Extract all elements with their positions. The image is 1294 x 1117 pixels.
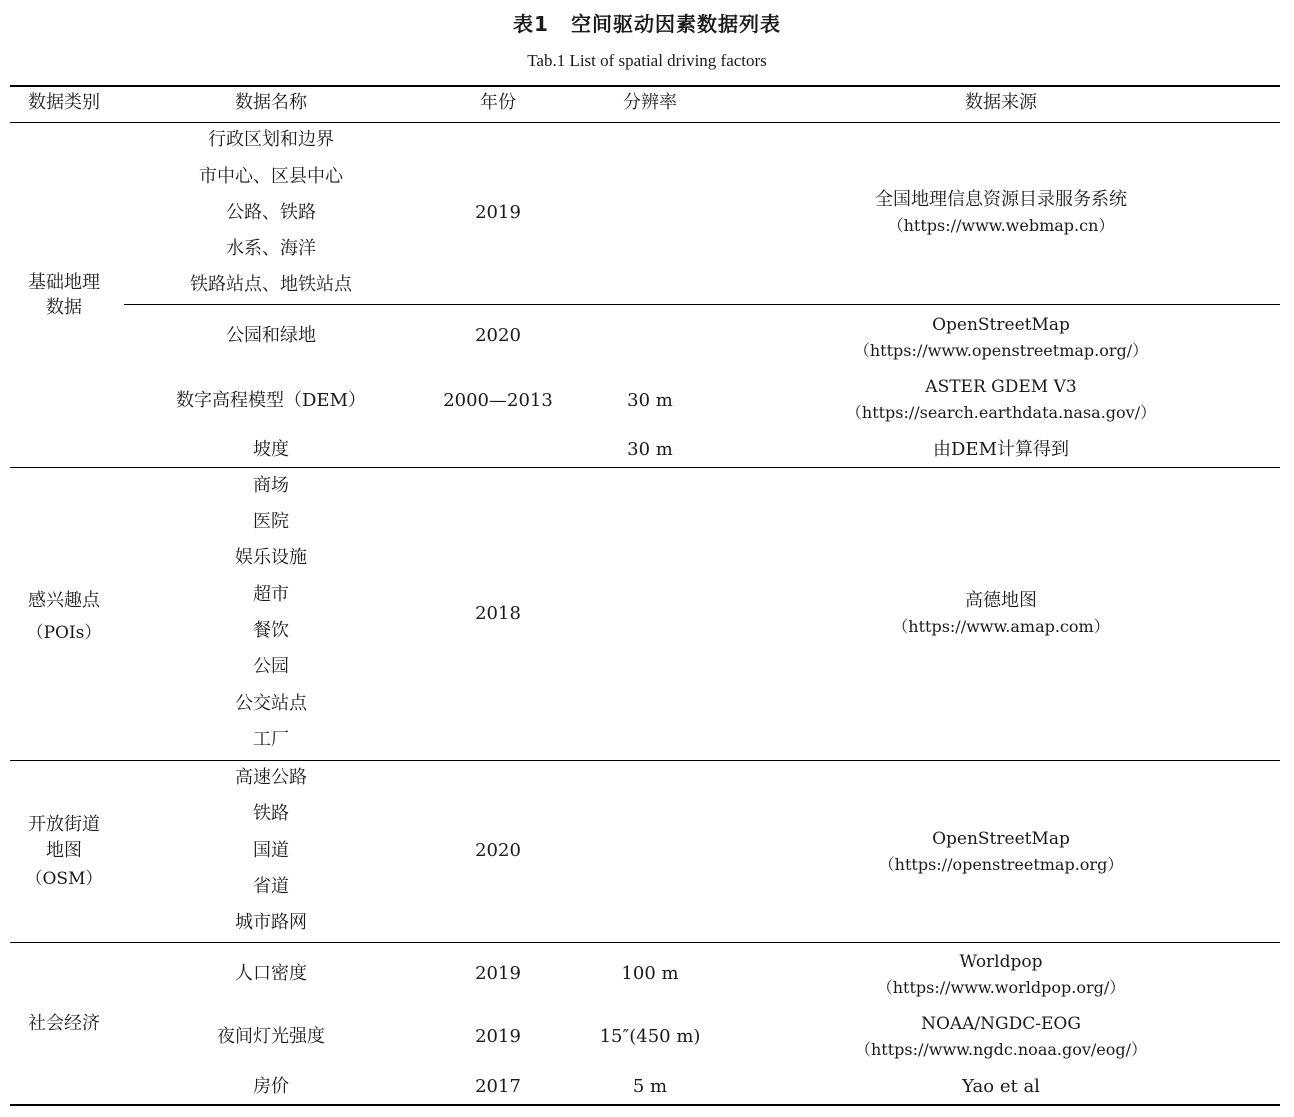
source-name: Yao et al — [962, 1076, 1040, 1097]
table-row-name: 坡度 — [253, 439, 289, 460]
year-value: 2020 — [475, 325, 521, 346]
list-item: 水系、海洋 — [226, 238, 316, 259]
table-row-name: 房价 — [253, 1076, 289, 1097]
year-value: 2019 — [475, 1026, 521, 1047]
source-url: （https://www.webmap.cn） — [887, 216, 1115, 235]
list-item: 公交站点 — [235, 693, 307, 714]
source-url: （https://www.ngdc.noaa.gov/eog/） — [854, 1040, 1148, 1059]
top-rule — [10, 85, 1280, 87]
section-rule-socio — [10, 942, 1280, 943]
table-row-name: 夜间灯光强度 — [217, 1026, 325, 1047]
source-cell — [879, 826, 1124, 878]
year-value: 2020 — [475, 840, 521, 861]
resolution-value: 100 m — [621, 963, 679, 984]
list-item: 餐饮 — [253, 620, 289, 641]
source-url: （https://www.openstreetmap.org/） — [853, 341, 1149, 360]
list-item: 省道 — [253, 876, 289, 897]
list-item: 工厂 — [253, 729, 289, 750]
source-cell — [855, 1011, 1147, 1063]
year-value: 2000—2013 — [443, 390, 553, 411]
source-name: Worldpop — [959, 952, 1043, 972]
source-name: NOAA/NGDC-EOG — [921, 1014, 1081, 1034]
resolution-value: 30 m — [627, 390, 673, 411]
source-url: （https://search.earthdata.nasa.gov/） — [845, 403, 1157, 422]
source-name: 高德地图 — [964, 590, 1037, 611]
list-item: 高速公路 — [235, 767, 307, 788]
category-osm-line2: 地图 — [46, 840, 82, 861]
source-name: OpenStreetMap — [932, 315, 1070, 335]
source-url: （https://www.amap.com） — [892, 617, 1110, 636]
source-name: 全国地理信息资源目录服务系统 — [875, 189, 1127, 210]
list-item: 铁路站点、地铁站点 — [190, 274, 352, 295]
category-poi-line1: 感兴趣点 — [28, 590, 100, 611]
list-item: 公路、铁路 — [226, 202, 316, 223]
source-url: （https://openstreetmap.org） — [878, 855, 1124, 874]
header-resolution: 分辨率 — [623, 92, 677, 113]
list-item: 公园 — [253, 656, 289, 677]
list-item: 铁路 — [253, 803, 289, 824]
table-row-name: 公园和绿地 — [226, 325, 316, 346]
table-row-name: 人口密度 — [235, 963, 307, 984]
resolution-value: 5 m — [632, 1076, 668, 1097]
source-url: （https://www.worldpop.org/） — [876, 978, 1126, 997]
source-name: 由DEM计算得到 — [932, 439, 1070, 460]
year-value: 2017 — [475, 1076, 521, 1097]
header-source: 数据来源 — [965, 92, 1037, 113]
list-item: 娱乐设施 — [235, 547, 307, 568]
category-osm-line1: 开放街道 — [28, 814, 100, 835]
table-title — [0, 8, 1294, 37]
source-name: ASTER GDEM V3 — [925, 377, 1077, 397]
category-osm-line3: （OSM） — [25, 869, 103, 889]
list-item: 市中心、区县中心 — [199, 166, 343, 187]
source-cell — [854, 312, 1148, 364]
section-rule-osm — [10, 760, 1280, 761]
source-cell — [877, 949, 1126, 1001]
category-basic-line2: 数据 — [46, 297, 82, 318]
header-year: 年份 — [480, 92, 516, 113]
source-cell — [875, 187, 1127, 239]
list-item: 超市 — [253, 584, 289, 605]
source-cell — [892, 588, 1109, 640]
header-name: 数据名称 — [235, 92, 307, 113]
resolution-value: 15″(450 m) — [599, 1026, 701, 1047]
year-value: 2018 — [475, 603, 521, 624]
resolution-value: 30 m — [627, 439, 673, 460]
header-rule — [10, 122, 1280, 123]
table-number: 表1 — [513, 12, 549, 36]
table-subtitle: Tab.1 List of spatial driving factors — [527, 51, 767, 70]
source-cell — [846, 374, 1156, 426]
section-rule-basic-inner — [124, 304, 1280, 305]
table-title-text: 空间驱动因素数据列表 — [570, 12, 781, 36]
list-item: 商场 — [253, 475, 289, 496]
list-item: 国道 — [253, 840, 289, 861]
header-category: 数据类别 — [28, 92, 100, 113]
category-socio-line1: 社会经济 — [28, 1013, 100, 1034]
list-item: 行政区划和边界 — [208, 129, 334, 150]
list-item: 城市路网 — [235, 912, 307, 933]
bottom-rule — [10, 1104, 1280, 1106]
source-name: OpenStreetMap — [932, 829, 1070, 849]
list-item: 医院 — [253, 511, 289, 532]
year-value: 2019 — [475, 202, 521, 223]
category-poi-line2: （POIs） — [26, 623, 102, 643]
table-row-name: 数字高程模型（DEM） — [175, 390, 367, 411]
section-rule-poi — [10, 467, 1280, 468]
year-value: 2019 — [475, 963, 521, 984]
category-basic-line1: 基础地理 — [28, 272, 100, 293]
